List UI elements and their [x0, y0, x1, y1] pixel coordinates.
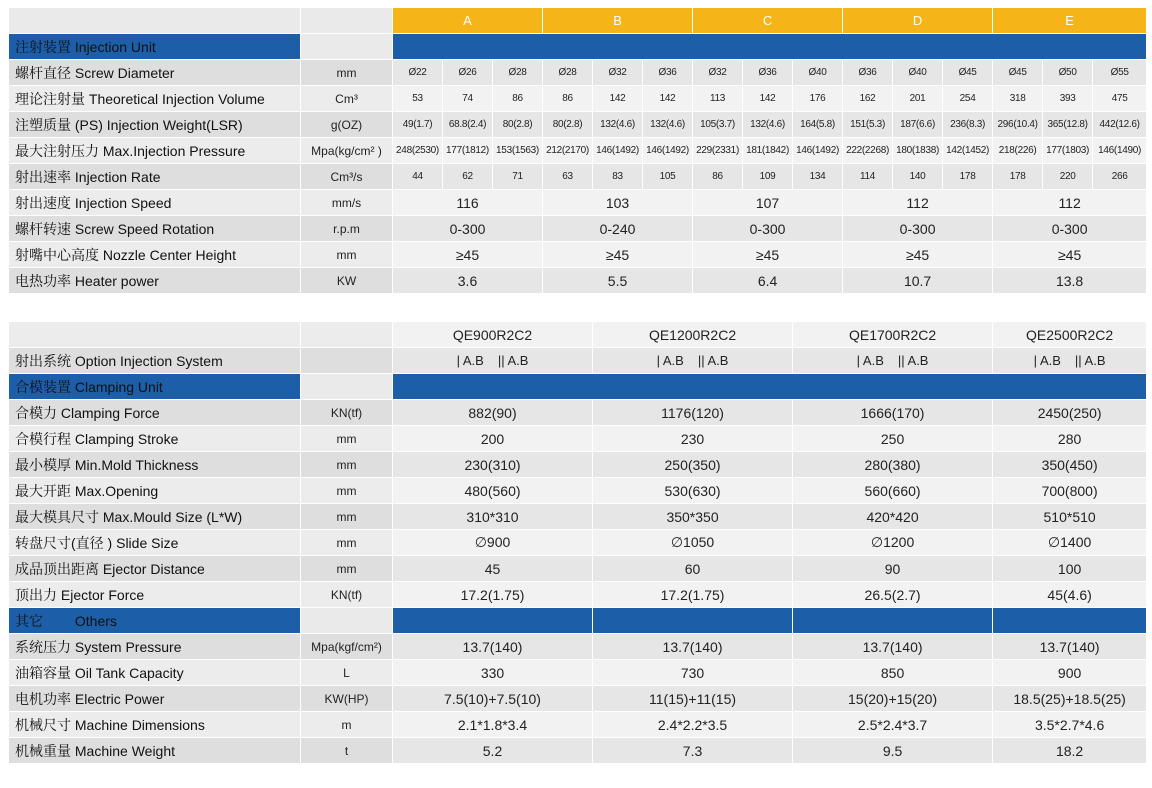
row-label — [9, 426, 301, 452]
value-cell: 140 — [893, 164, 943, 190]
value-cell: ∅1200 — [793, 530, 993, 556]
row-unit: m — [301, 712, 393, 738]
row-label-en: (PS) Injection Weight(LSR) — [74, 116, 243, 133]
value-cell: 318 — [993, 86, 1043, 112]
spec-table — [8, 7, 1147, 764]
value-cell: 53 — [393, 86, 443, 112]
value-cell: 132(4.6) — [743, 112, 793, 138]
value-cell: 510*510 — [993, 504, 1147, 530]
value-cell: 222(2268) — [843, 138, 893, 164]
value-cell: ≥45 — [543, 242, 693, 268]
row-label — [9, 400, 301, 426]
value-cell: 9.5 — [793, 738, 993, 764]
row-label-en: Ejector Distance — [102, 560, 205, 577]
value-cell: 0-240 — [543, 216, 693, 242]
value-cell: 142 — [593, 86, 643, 112]
row-label-cn: 螺杆转速 — [15, 220, 71, 237]
row-heater-power — [9, 268, 1147, 294]
value-cell: 236(8.3) — [943, 112, 993, 138]
value-cell: 83 — [593, 164, 643, 190]
row-clamping-force — [9, 400, 1147, 426]
row-label-en: Theoretical Injection Volume — [88, 90, 265, 107]
value-cell: 146(1492) — [643, 138, 693, 164]
row-max-opening — [9, 478, 1147, 504]
value-cell: Ø32 — [693, 60, 743, 86]
row-label — [9, 686, 301, 712]
column-header-row — [9, 8, 1147, 34]
row-label-en: Injection Speed — [74, 194, 172, 211]
row-label — [9, 478, 301, 504]
value-cell: 0-300 — [393, 216, 543, 242]
row-label-en: Electric Power — [74, 690, 165, 707]
value-cell: 142 — [743, 86, 793, 112]
row-label-en: Screw Speed Rotation — [74, 220, 215, 237]
row-option-injection-system — [9, 348, 1147, 374]
section-blank — [301, 608, 393, 634]
value-cell: 2.4*2.2*3.5 — [593, 712, 793, 738]
row-label-en: Slide Size — [116, 534, 179, 551]
value-cell: 15(20)+15(20) — [793, 686, 993, 712]
row-screw-diameter — [9, 60, 1147, 86]
value-cell: 177(1812) — [443, 138, 493, 164]
row-label-en: Clamping Stroke — [74, 430, 179, 447]
value-cell: 248(2530) — [393, 138, 443, 164]
row-screw-speed-rotation — [9, 216, 1147, 242]
value-cell: 187(6.6) — [893, 112, 943, 138]
row-label-en: Max.Mould Size (L*W) — [102, 508, 243, 525]
row-unit: mm/s — [301, 190, 393, 216]
row-label — [9, 660, 301, 686]
value-cell: 86 — [693, 164, 743, 190]
value-cell: 560(660) — [793, 478, 993, 504]
value-cell: 13.7(140) — [793, 634, 993, 660]
value-cell: 220 — [1043, 164, 1093, 190]
value-cell: 13.8 — [993, 268, 1147, 294]
row-label-en: Heater power — [74, 272, 159, 289]
value-cell: 13.7(140) — [593, 634, 793, 660]
column-header-b: B — [543, 8, 693, 34]
row-label — [9, 216, 301, 242]
value-cell: 2.5*2.4*3.7 — [793, 712, 993, 738]
row-theoretical-injection-volume — [9, 86, 1147, 112]
row-label-cn: 最大模具尺寸 — [15, 508, 99, 525]
value-cell: 116 — [393, 190, 543, 216]
row-ejector-distance — [9, 556, 1147, 582]
spacer-row — [9, 294, 23, 321]
row-label — [9, 634, 301, 660]
value-cell: 13.7(140) — [993, 634, 1147, 660]
header-blank-unit — [301, 8, 393, 34]
value-cell: 310*310 — [393, 504, 593, 530]
section-title: 注射装置 Injection Unit — [9, 34, 301, 60]
row-label — [9, 738, 301, 764]
row-label — [9, 86, 301, 112]
value-cell: Ø28 — [543, 60, 593, 86]
value-cell: 442(12.6) — [1093, 112, 1147, 138]
value-cell: 900 — [993, 660, 1147, 686]
column-header-c: C — [693, 8, 843, 34]
row-unit: t — [301, 738, 393, 764]
value-cell: 7.3 — [593, 738, 793, 764]
row-label — [9, 190, 301, 216]
value-cell: 164(5.8) — [793, 112, 843, 138]
row-label-en: Max.Injection Pressure — [102, 142, 246, 159]
row-unit: mm — [301, 242, 393, 268]
value-cell: 730 — [593, 660, 793, 686]
row-nozzle-center-height — [9, 242, 1147, 268]
row-label-cn: 螺杆直径 — [15, 64, 71, 81]
value-cell: 63 — [543, 164, 593, 190]
row-unit: KW — [301, 268, 393, 294]
value-cell: 10.7 — [843, 268, 993, 294]
row-clamping-stroke — [9, 426, 1147, 452]
value-cell: 86 — [493, 86, 543, 112]
value-cell: 86 — [543, 86, 593, 112]
row-label-cn: 合模行程 — [15, 430, 71, 447]
value-cell: ∅1400 — [993, 530, 1147, 556]
row-machine-dimensions — [9, 712, 1147, 738]
value-cell: 229(2331) — [693, 138, 743, 164]
value-cell: 882(90) — [393, 400, 593, 426]
row-label-en: Machine Dimensions — [74, 716, 205, 733]
value-cell: ≥45 — [993, 242, 1147, 268]
row-label-cn: 合模力 — [15, 404, 57, 421]
value-cell: 475 — [1093, 86, 1147, 112]
value-cell: 62 — [443, 164, 493, 190]
row-label-en: Oil Tank Capacity — [74, 664, 184, 681]
value-cell: Ø45 — [943, 60, 993, 86]
value-cell: Ø22 — [393, 60, 443, 86]
section-injection-unit — [9, 34, 1147, 60]
row-unit: mm — [301, 426, 393, 452]
row-label-cn: 系统压力 — [15, 638, 71, 655]
value-cell: 254 — [943, 86, 993, 112]
row-label-cn: 最小模厚 — [15, 456, 71, 473]
value-cell: 5.2 — [393, 738, 593, 764]
value-cell: Ø40 — [893, 60, 943, 86]
option-cell: | A.B || A.B — [793, 348, 993, 374]
model-name: QE2500R2C2 — [993, 322, 1147, 348]
value-cell: 176 — [793, 86, 843, 112]
value-cell: 153(1563) — [493, 138, 543, 164]
row-label-en: Injection Rate — [74, 168, 161, 185]
value-cell: 1666(170) — [793, 400, 993, 426]
value-cell: 146(1490) — [1093, 138, 1147, 164]
row-label-cn: 最大注射压力 — [15, 142, 99, 159]
value-cell: 45(4.6) — [993, 582, 1147, 608]
value-cell: ≥45 — [843, 242, 993, 268]
value-cell: Ø26 — [443, 60, 493, 86]
row-system-pressure — [9, 634, 1147, 660]
value-cell: 49(1.7) — [393, 112, 443, 138]
value-cell: 178 — [993, 164, 1043, 190]
value-cell: 350(450) — [993, 452, 1147, 478]
value-cell: 420*420 — [793, 504, 993, 530]
row-label — [9, 582, 301, 608]
model-name: QE1700R2C2 — [793, 322, 993, 348]
value-cell: 200 — [393, 426, 593, 452]
row-injection-weight — [9, 112, 1147, 138]
row-ejector-force — [9, 582, 1147, 608]
value-cell: ≥45 — [393, 242, 543, 268]
value-cell: 132(4.6) — [643, 112, 693, 138]
value-cell: 109 — [743, 164, 793, 190]
row-unit: L — [301, 660, 393, 686]
model-blank-unit — [301, 322, 393, 348]
section-bar — [393, 374, 1147, 400]
value-cell: 3.6 — [393, 268, 543, 294]
row-label-cn: 最大开距 — [15, 482, 71, 499]
row-machine-weight — [9, 738, 1147, 764]
section-bar — [393, 34, 1147, 60]
row-label-cn: 机械重量 — [15, 742, 71, 759]
row-unit: mm — [301, 556, 393, 582]
option-cell: | A.B || A.B — [593, 348, 793, 374]
value-cell: 3.5*2.7*4.6 — [993, 712, 1147, 738]
row-label — [9, 556, 301, 582]
value-cell: 80(2.8) — [543, 112, 593, 138]
row-label-en: Clamping Force — [60, 404, 160, 421]
value-cell: 530(630) — [593, 478, 793, 504]
section-bar — [393, 608, 593, 634]
value-cell: 103 — [543, 190, 693, 216]
value-cell: 44 — [393, 164, 443, 190]
value-cell: 112 — [993, 190, 1147, 216]
row-label-cn: 射出速度 — [15, 194, 71, 211]
value-cell: ≥45 — [693, 242, 843, 268]
value-cell: 105 — [643, 164, 693, 190]
row-label-cn: 电热功率 — [15, 272, 71, 289]
row-unit: mm — [301, 478, 393, 504]
value-cell: 100 — [993, 556, 1147, 582]
value-cell: 296(10.4) — [993, 112, 1043, 138]
value-cell: 68.8(2.4) — [443, 112, 493, 138]
value-cell: 201 — [893, 86, 943, 112]
value-cell: 80(2.8) — [493, 112, 543, 138]
row-label-cn: 油箱容量 — [15, 664, 71, 681]
row-unit: r.p.m — [301, 216, 393, 242]
value-cell: 393 — [1043, 86, 1093, 112]
row-label: 射出系统 Option Injection System — [9, 348, 301, 374]
row-model-names — [9, 322, 1147, 348]
row-label — [9, 268, 301, 294]
column-header-d: D — [843, 8, 993, 34]
row-unit: mm — [301, 504, 393, 530]
value-cell: 13.7(140) — [393, 634, 593, 660]
row-label-en: Max.Opening — [74, 482, 159, 499]
value-cell: ∅900 — [393, 530, 593, 556]
value-cell: 71 — [493, 164, 543, 190]
row-unit: Cm³ — [301, 86, 393, 112]
section-blank — [301, 374, 393, 400]
row-label-cn: 顶出力 — [15, 586, 57, 603]
value-cell: 250 — [793, 426, 993, 452]
value-cell: 700(800) — [993, 478, 1147, 504]
value-cell: 5.5 — [543, 268, 693, 294]
row-unit: mm — [301, 60, 393, 86]
row-label — [9, 164, 301, 190]
value-cell: 142 — [643, 86, 693, 112]
value-cell: Ø40 — [793, 60, 843, 86]
spacer-values — [11, 295, 12, 321]
value-cell: 330 — [393, 660, 593, 686]
row-label — [9, 504, 301, 530]
value-cell: ∅1050 — [593, 530, 793, 556]
value-cell: 218(226) — [993, 138, 1043, 164]
value-cell: 90 — [793, 556, 993, 582]
row-label-cn: 转盘尺寸(直径 ) — [15, 534, 113, 551]
section-bar — [993, 608, 1147, 634]
section-bar — [793, 608, 993, 634]
model-blank-label — [9, 322, 301, 348]
model-name: QE900R2C2 — [393, 322, 593, 348]
row-label-en: Ejector Force — [60, 586, 145, 603]
value-cell: 365(12.8) — [1043, 112, 1093, 138]
value-cell: 113 — [693, 86, 743, 112]
section-others — [9, 608, 1147, 634]
row-electric-power — [9, 686, 1147, 712]
column-header-a: A — [393, 8, 543, 34]
value-cell: 151(5.3) — [843, 112, 893, 138]
row-label — [9, 60, 301, 86]
section-title: 其它 Others — [9, 608, 301, 634]
column-header-e: E — [993, 8, 1147, 34]
value-cell: 180(1838) — [893, 138, 943, 164]
row-label-cn: 电机功率 — [15, 690, 71, 707]
row-label — [9, 138, 301, 164]
row-label — [9, 452, 301, 478]
row-label-cn: 机械尺寸 — [15, 716, 71, 733]
row-label — [9, 530, 301, 556]
value-cell: 250(350) — [593, 452, 793, 478]
model-name: QE1200R2C2 — [593, 322, 793, 348]
value-cell: 350*350 — [593, 504, 793, 530]
value-cell: 45 — [393, 556, 593, 582]
header-blank-label — [9, 8, 301, 34]
value-cell: 850 — [793, 660, 993, 686]
row-label-cn: 射嘴中心高度 — [15, 246, 99, 263]
row-label-cn: 成品顶出距离 — [15, 560, 99, 577]
value-cell: 105(3.7) — [693, 112, 743, 138]
row-unit: Cm³/s — [301, 164, 393, 190]
value-cell: 0-300 — [843, 216, 993, 242]
row-label — [9, 712, 301, 738]
value-cell: Ø45 — [993, 60, 1043, 86]
value-cell: 11(15)+11(15) — [593, 686, 793, 712]
value-cell: 480(560) — [393, 478, 593, 504]
section-clamping-unit — [9, 374, 1147, 400]
row-label-en: Min.Mold Thickness — [74, 456, 199, 473]
value-cell: 230(310) — [393, 452, 593, 478]
row-max-mould-size — [9, 504, 1147, 530]
row-label-cn: 射出速率 — [15, 168, 71, 185]
row-min-mold-thickness — [9, 452, 1147, 478]
value-cell: 142(1452) — [943, 138, 993, 164]
value-cell: 212(2170) — [543, 138, 593, 164]
value-cell: 2450(250) — [993, 400, 1147, 426]
row-slide-size — [9, 530, 1147, 556]
section-bar — [593, 608, 793, 634]
value-cell: Ø32 — [593, 60, 643, 86]
row-injection-speed — [9, 190, 1147, 216]
value-cell: 112 — [843, 190, 993, 216]
row-unit: KN(tf) — [301, 400, 393, 426]
value-cell: Ø50 — [1043, 60, 1093, 86]
value-cell: 26.5(2.7) — [793, 582, 993, 608]
row-unit: KN(tf) — [301, 582, 393, 608]
option-cell: | A.B || A.B — [393, 348, 593, 374]
value-cell: 132(4.6) — [593, 112, 643, 138]
row-label-en: System Pressure — [74, 638, 182, 655]
row-unit — [301, 348, 393, 374]
value-cell: 280(380) — [793, 452, 993, 478]
value-cell: 7.5(10)+7.5(10) — [393, 686, 593, 712]
value-cell: 230 — [593, 426, 793, 452]
value-cell: Ø28 — [493, 60, 543, 86]
value-cell: 0-300 — [693, 216, 843, 242]
value-cell: 18.5(25)+18.5(25) — [993, 686, 1147, 712]
row-unit: KW(HP) — [301, 686, 393, 712]
value-cell: 114 — [843, 164, 893, 190]
value-cell: 74 — [443, 86, 493, 112]
value-cell: 177(1803) — [1043, 138, 1093, 164]
value-cell: 2.1*1.8*3.4 — [393, 712, 593, 738]
row-label-cn: 注塑质量 — [15, 116, 71, 133]
row-injection-rate — [9, 164, 1147, 190]
row-label-cn: 理论注射量 — [15, 90, 85, 107]
row-unit: mm — [301, 452, 393, 478]
value-cell: 146(1492) — [793, 138, 843, 164]
row-label-en: Nozzle Center Height — [102, 246, 236, 263]
row-unit: mm — [301, 530, 393, 556]
row-max-injection-pressure — [9, 138, 1147, 164]
value-cell: 162 — [843, 86, 893, 112]
value-cell: 107 — [693, 190, 843, 216]
value-cell: Ø55 — [1093, 60, 1147, 86]
value-cell: 266 — [1093, 164, 1147, 190]
row-unit: g(OZ) — [301, 112, 393, 138]
value-cell: Ø36 — [643, 60, 693, 86]
value-cell: Ø36 — [843, 60, 893, 86]
value-cell: Ø36 — [743, 60, 793, 86]
row-unit: Mpa(kgf/cm²) — [301, 634, 393, 660]
section-blank — [301, 34, 393, 60]
value-cell: 6.4 — [693, 268, 843, 294]
value-cell: 18.2 — [993, 738, 1147, 764]
value-cell: 0-300 — [993, 216, 1147, 242]
option-cell: | A.B || A.B — [993, 348, 1147, 374]
row-label-en: Screw Diameter — [74, 64, 175, 81]
value-cell: 280 — [993, 426, 1147, 452]
value-cell: 17.2(1.75) — [393, 582, 593, 608]
value-cell: 1176(120) — [593, 400, 793, 426]
row-label-en: Machine Weight — [74, 742, 176, 759]
value-cell: 17.2(1.75) — [593, 582, 793, 608]
value-cell: 60 — [593, 556, 793, 582]
value-cell: 178 — [943, 164, 993, 190]
row-oil-tank-capacity — [9, 660, 1147, 686]
value-cell: 181(1842) — [743, 138, 793, 164]
row-label — [9, 242, 301, 268]
row-unit: Mpa(kg/cm² ) — [301, 138, 393, 164]
value-cell: 134 — [793, 164, 843, 190]
value-cell: 146(1492) — [593, 138, 643, 164]
section-title: 合模装置 Clamping Unit — [9, 374, 301, 400]
row-label — [9, 112, 301, 138]
